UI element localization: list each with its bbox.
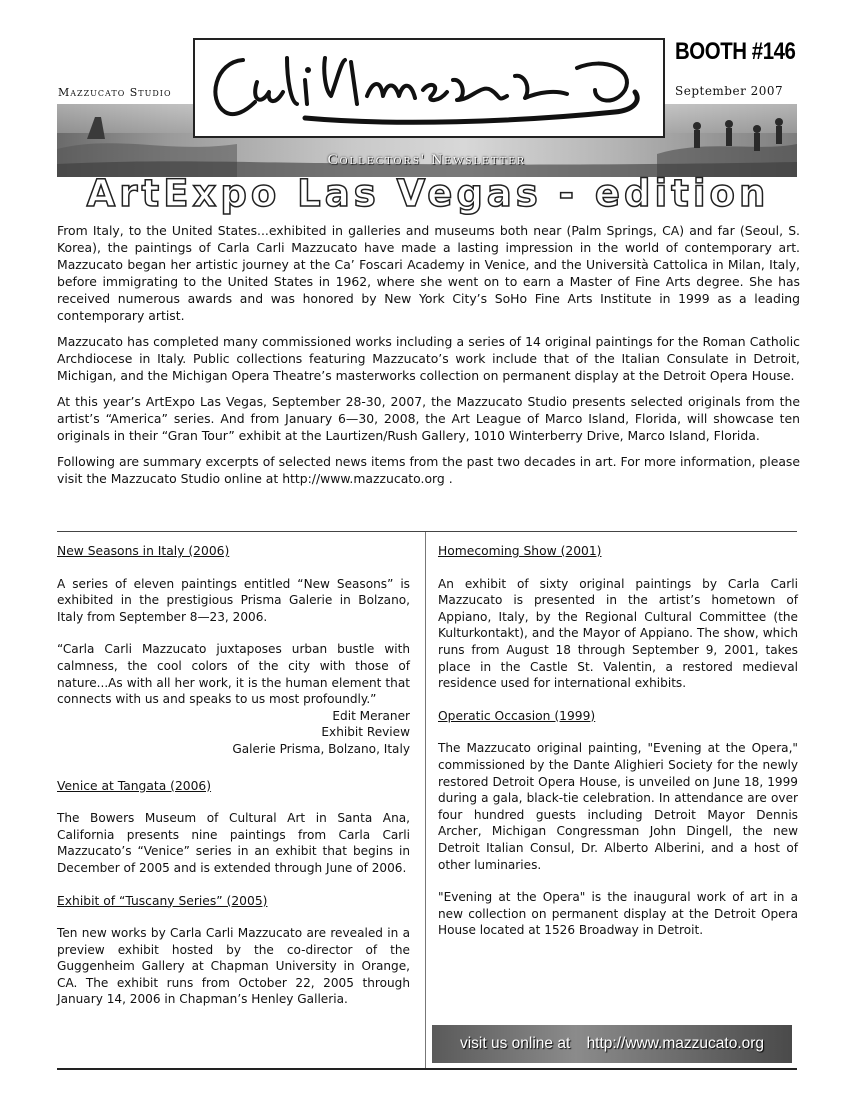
section-heading: New Seasons in Italy (2006): [57, 544, 230, 558]
attribution-line: Edit Meraner: [332, 708, 410, 723]
attribution-line: Galerie Prisma, Bolzano, Italy: [232, 741, 410, 756]
section-heading: Homecoming Show (2001): [438, 544, 602, 558]
section-heading: Exhibit of “Tuscany Series” (2005): [57, 893, 268, 908]
section-paragraph: Ten new works by Carla Carli Mazzucato are revealed in a preview exhibit hosted by the co-director of the Guggenheim Gallery at Chapman University in Orange, CA. The exhibit runs from October 22, 2005 through January 14, 2006 in Chapman’s Henley Galleria.: [57, 926, 410, 1007]
left-column: [57, 543, 410, 1024]
signature-logo-graphic: [195, 40, 663, 136]
section-paragraph: An exhibit of sixty original paintings by Carla Carli Mazzucato is presented in the artist’s hometown of Appiano, Italy, by the Regional Cultural Committee (the Kulturkontakt), and the Mayor of Appiano. The show, which runs from August 18 through September 9, 2001, takes place in the Castle St. Valentin, a restored medieval residence used for international exhibits.: [438, 576, 798, 691]
section-paragraph: A series of eleven paintings entitled “New Seasons” is exhibited in the prestigious Prisma Galerie in Bolzano, Italy from September 8—23, 2006.: [57, 576, 410, 624]
newsletter-label: Collectors' Newsletter: [327, 152, 527, 168]
visit-website-banner[interactable]: [432, 1025, 792, 1063]
booth-number: BOOTH #146: [675, 38, 796, 65]
intro-paragraph: Mazzucato has completed many commissioned works including a series of 14 original paintings for the Roman Catholic Archdiocese in Italy. Public collections featuring Mazzucato’s work include that of the Italian Consulate in Detroit, Michigan, and the Michigan Opera Theatre’s masterworks collection on permanent display at the Detroit Opera House.: [57, 334, 800, 383]
attribution-line: Exhibit Review: [321, 725, 410, 740]
section-paragraph: "Evening at the Opera" is the inaugural work of art in a new collection on permanent display at the Detroit Opera House located at 1526 Broadway in Detroit.: [438, 890, 798, 938]
visit-label: visit us online at: [459, 1035, 571, 1052]
section-paragraph: The Bowers Museum of Cultural Art in Santa Ana, California presents nine paintings from Carla Carli Mazzucato’s “Venice” series in an exhibit that begins in December of 2005 and is extended through June of 2006.: [57, 811, 410, 875]
quote-attribution: [57, 708, 410, 758]
bottom-divider: [57, 1068, 797, 1070]
section-paragraph: The Mazzucato original painting, "Evening at the Opera," commissioned by the Dante Alighieri Society for the newly restored Detroit Opera House, is unveiled on June 18, 1999 during a gala, black-tie celebration. In attendance are over four hundred guests including Detroit Mayor Dennis Archer, Michigan Congressman John Dingell, the new Detroit Italian Consul, Dr. Alberto Alberini, and a host of other luminaries.: [438, 741, 798, 872]
section-heading: Venice at Tangata (2006): [57, 778, 212, 793]
right-column: [438, 543, 798, 955]
quote-paragraph: “Carla Carli Mazzucato juxtaposes urban bustle with calmness, the cool colors of the city with those of nature...As with all her work, it is the human element that connects with us and speaks to us most profoundly.”: [57, 642, 410, 707]
signature-logo: [193, 38, 665, 138]
intro-paragraph: At this year’s ArtExpo Las Vegas, September 28-30, 2007, the Mazzucato Studio presents selected originals from the artist’s “America” series. And from January 6—30, 2008, the Art League of Marco Island, Florida, will showcase ten originals in their “Gran Tour” exhibit at the Laurtizen/Rush Gallery, 1010 Winterberry Drive, Marco Island, Florida.: [57, 394, 800, 443]
intro-paragraph: Following are summary excerpts of selected news items from the past two decades in art. For more information, please visit the Mazzucato Studio online at http://www.mazzucato.org .: [57, 454, 800, 486]
issue-date: September 2007: [675, 84, 784, 98]
studio-name: Mazzucato Studio: [58, 86, 172, 99]
intro-text: [57, 222, 800, 496]
column-divider: [425, 532, 426, 1068]
website-link[interactable]: http://www.mazzucato.org: [586, 1035, 765, 1052]
divider: [57, 531, 797, 532]
section-heading: Operatic Occasion (1999): [438, 708, 596, 723]
page-title: ArtExpo Las Vegas - edition: [86, 172, 770, 215]
intro-paragraph: From Italy, to the United States...exhibited in galleries and museums both near (Palm Springs, CA) and far (Seoul, S. Korea), the paintings of Carla Carli Mazzucato have made a lasting impression in the world of contemporary art. Mazzucato began her artistic journey at the Ca’ Foscari Academy in Venice, and the Università Cattolica in Milan, Italy, before immigrating to the United States in 1962, where she went on to earn a Master of Fine Arts degree. She has received numerous awards and was honored by New York City’s SoHo Fine Arts Institute in 1999 as a leading contemporary artist.: [57, 223, 800, 323]
